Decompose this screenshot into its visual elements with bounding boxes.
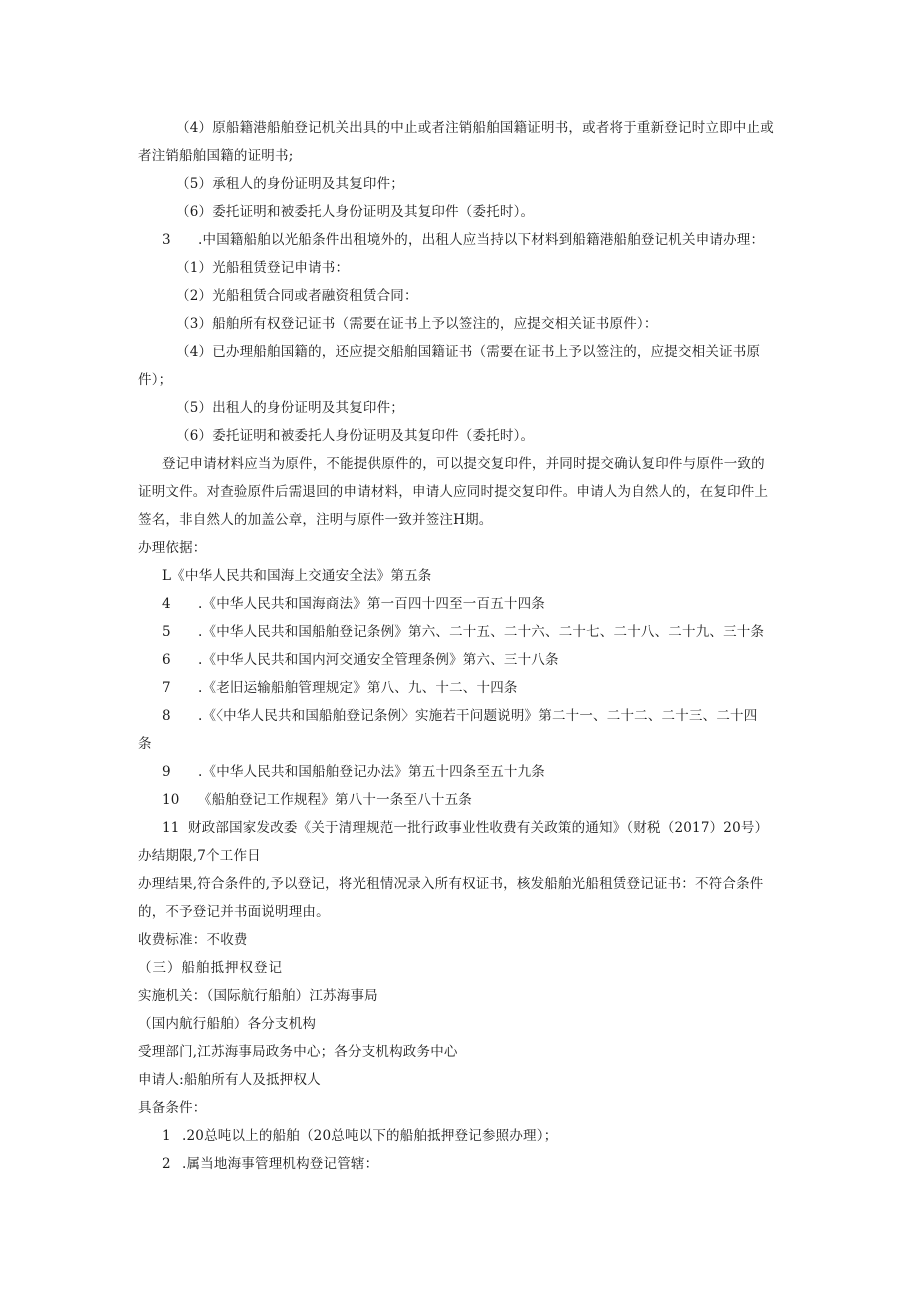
text-line: （4）原船籍港船舶登记机关出具的中止或者注销船舶国籍证明书，或者将于重新登记时立即中止或 xyxy=(176,120,774,136)
text-line: （1）光船租赁登记申请书： xyxy=(176,260,350,276)
item-text: .20总吨以上的船舶（20总吨以下的船舶抵押登记参照办理）； xyxy=(182,1128,558,1144)
item-text: 财政部国家发改委《关于清理规范一批行政事业性收费有关政策的通知》（财税（2017）20号） xyxy=(188,820,769,836)
text-line: 具备条件： xyxy=(138,1100,207,1116)
text-line: （4）已办理船舶国籍的，还应提交船舶国籍证书（需要在证书上予以签注的，应提交相关证书原 xyxy=(176,344,761,360)
basis-item xyxy=(162,706,757,726)
basis-item xyxy=(162,594,545,614)
item-number: 11 xyxy=(162,820,180,836)
item-text: 《船舶登记工作规程》第八十一条至八十五条 xyxy=(198,792,472,808)
basis-item xyxy=(162,790,472,810)
text-line: 的，不予登记并书面说明理由。 xyxy=(138,904,330,920)
item-text: .《中华人民共和国海商法》第一百四十四至一百五十四条 xyxy=(198,596,545,612)
item-text: .属当地海事管理机构登记管辖： xyxy=(182,1156,379,1172)
item-text: .《老旧运输船舶管理规定》第八、九、十二、十四条 xyxy=(198,680,518,696)
basis-item: L《中华人民共和国海上交通安全法》第五条 xyxy=(162,568,432,584)
item-number: 1 xyxy=(162,1128,171,1144)
item-number: 9 xyxy=(162,764,171,780)
paragraph-line: 签名，非自然人的加盖公章，注明与原件一致并签注H期。 xyxy=(138,512,493,528)
basis-item xyxy=(162,650,559,670)
basis-item xyxy=(162,622,764,642)
basis-item xyxy=(162,678,518,698)
item-text: .《中华人民共和国内河交通安全管理条例》第六、三十八条 xyxy=(198,652,559,668)
text-line: 办理结果,符合条件的,予以登记，将光租情况录入所有权证书，核发船舶光船租赁登记证书：不符合条件 xyxy=(138,876,764,892)
condition-item xyxy=(162,1126,557,1146)
text-line: 条 xyxy=(138,736,152,752)
text-line: （国内航行船舶）各分支机构 xyxy=(138,1016,317,1032)
text-line: （3）船舶所有权登记证书（需要在证书上予以签注的，应提交相关证书原件）： xyxy=(176,316,658,332)
item-number: 2 xyxy=(162,1156,171,1172)
paragraph-line: 证明文件。对查验原件后需退回的申请材料，申请人应同时提交复印件。申请人为自然人的，在复印件上 xyxy=(138,484,769,500)
item-number: 10 xyxy=(162,792,180,808)
text-line: 办结期限,7个工作日 xyxy=(138,848,261,864)
condition-item xyxy=(162,1154,378,1174)
item-number: 7 xyxy=(162,680,171,696)
text-line: 件）； xyxy=(138,372,173,388)
basis-item xyxy=(162,762,545,782)
paragraph-line: 登记申请材料应当为原件，不能提供原件的，可以提交复印件，并同时提交确认复印件与原件一致的 xyxy=(162,456,765,472)
text-line: 者注销船舶国籍的证明书; xyxy=(138,148,294,164)
item-text: .中国籍船舶以光船条件出租境外的，出租人应当持以下材料到船籍港船舶登记机关申请办理： xyxy=(198,232,765,248)
item-number: 8 xyxy=(162,708,171,724)
text-line: 申请人:船舶所有人及抵押权人 xyxy=(138,1072,321,1088)
text-line: （6）委托证明和被委托人身份证明及其复印件（委托时）。 xyxy=(176,204,535,220)
text-line: （5）承租人的身份证明及其复印件； xyxy=(176,176,404,192)
item-text: .《中华人民共和国船舶登记办法》第五十四条至五十九条 xyxy=(198,764,545,780)
item-number: 4 xyxy=(162,596,171,612)
section-heading: （三）船舶抵押权登记 xyxy=(138,960,283,976)
text-line: （6）委托证明和被委托人身份证明及其复印件（委托时）。 xyxy=(176,428,535,444)
item-text: .《中华人民共和国船舶登记条例》第六、二十五、二十六、二十七、二十八、二十九、三十条 xyxy=(198,624,765,640)
basis-item xyxy=(162,818,768,838)
item-number: 5 xyxy=(162,624,171,640)
text-line: （5）出租人的身份证明及其复印件； xyxy=(176,400,404,416)
item-number: 6 xyxy=(162,652,171,668)
text-line: 受理部门,江苏海事局政务中心；各分支机构政务中心 xyxy=(138,1044,458,1060)
text-line: 收费标准：不收费 xyxy=(138,932,248,948)
item-number: 3 xyxy=(162,232,171,248)
item-text: .《〈中华人民共和国船舶登记条例〉实施若干问题说明》第二十一、二十二、二十三、二十四 xyxy=(198,708,758,724)
numbered-item xyxy=(162,230,764,250)
section-label: 办理依据： xyxy=(138,540,207,556)
text-line: 实施机关：（国际航行船舶）江苏海事局 xyxy=(138,988,378,1004)
text-line: （2）光船租赁合同或者融资租赁合同： xyxy=(176,288,418,304)
